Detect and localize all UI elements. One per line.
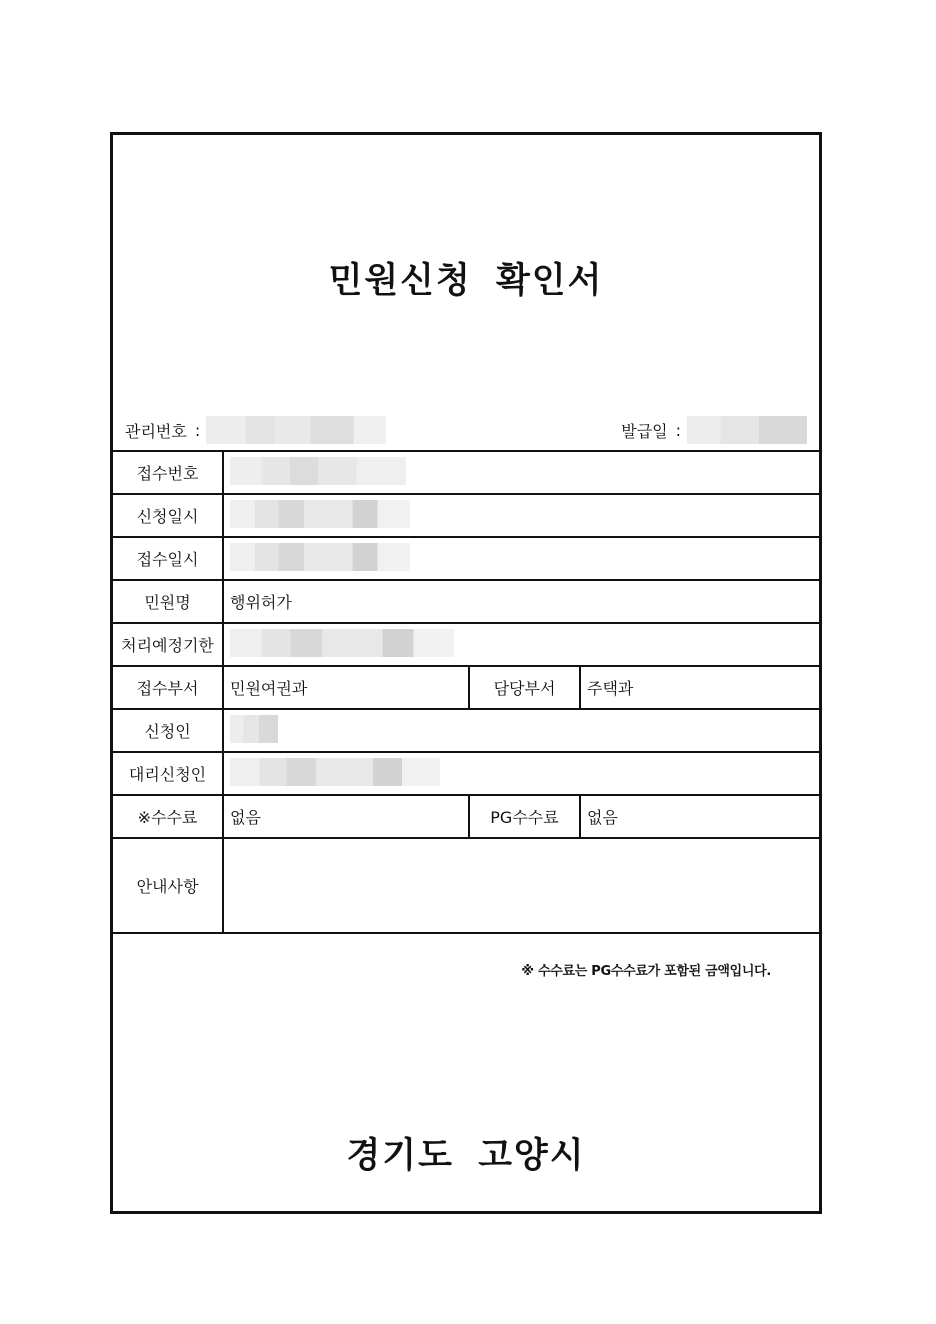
petition-name-label: 민원명 — [113, 580, 223, 623]
management-number-redacted — [206, 416, 386, 444]
apply-datetime-label: 신청일시 — [113, 494, 223, 537]
table-row — [113, 623, 819, 666]
management-number — [125, 413, 386, 447]
pg-fee-label: PG수수료 — [469, 795, 580, 838]
applicant-value — [223, 709, 819, 752]
table-row — [113, 537, 819, 580]
table-row — [113, 494, 819, 537]
notice-value — [223, 838, 819, 933]
issuer-name: 경기도 고양시 — [346, 1136, 586, 1176]
fee-value: 없음 — [223, 795, 469, 838]
petition-info-table — [113, 450, 819, 934]
table-row — [113, 795, 819, 838]
proxy-applicant-redacted — [230, 758, 440, 786]
table-row — [113, 709, 819, 752]
issue-date-colon: : — [675, 420, 681, 440]
issue-date-redacted — [687, 416, 807, 444]
receipt-number-value — [223, 451, 819, 494]
table-row — [113, 451, 819, 494]
deadline-redacted — [230, 629, 454, 657]
deadline-label: 처리예정기한 — [113, 623, 223, 666]
confirmation-document — [110, 132, 822, 1214]
deadline-value — [223, 623, 819, 666]
receiving-dept-label: 접수부서 — [113, 666, 223, 709]
fee-label: ※수수료 — [113, 795, 223, 838]
responsible-dept-label: 담당부서 — [469, 666, 580, 709]
issue-date — [621, 413, 807, 447]
document-title: 민원신청 확인서 — [328, 261, 604, 301]
table-row — [113, 666, 819, 709]
receipt-number-label: 접수번호 — [113, 451, 223, 494]
petition-name-value: 행위허가 — [223, 580, 819, 623]
management-number-label: 관리번호 — [125, 421, 187, 441]
applicant-label: 신청인 — [113, 709, 223, 752]
fee-footnote: ※ 수수료는 PG수수료가 포함된 금액입니다. — [521, 964, 771, 979]
responsible-dept-value: 주택과 — [580, 666, 819, 709]
management-number-colon: : — [194, 420, 201, 440]
pg-fee-value: 없음 — [580, 795, 819, 838]
apply-datetime-redacted — [230, 500, 410, 528]
proxy-applicant-label: 대리신청인 — [113, 752, 223, 795]
table-row — [113, 838, 819, 933]
proxy-applicant-value — [223, 752, 819, 795]
applicant-redacted — [230, 715, 278, 743]
receipt-datetime-value — [223, 537, 819, 580]
receiving-dept-value: 민원여권과 — [223, 666, 469, 709]
issue-date-label: 발급일 — [621, 421, 668, 441]
receipt-number-redacted — [230, 457, 406, 485]
table-row — [113, 580, 819, 623]
receipt-datetime-redacted — [230, 543, 410, 571]
receipt-datetime-label: 접수일시 — [113, 537, 223, 580]
table-row — [113, 752, 819, 795]
apply-datetime-value — [223, 494, 819, 537]
notice-label: 안내사항 — [113, 838, 223, 933]
